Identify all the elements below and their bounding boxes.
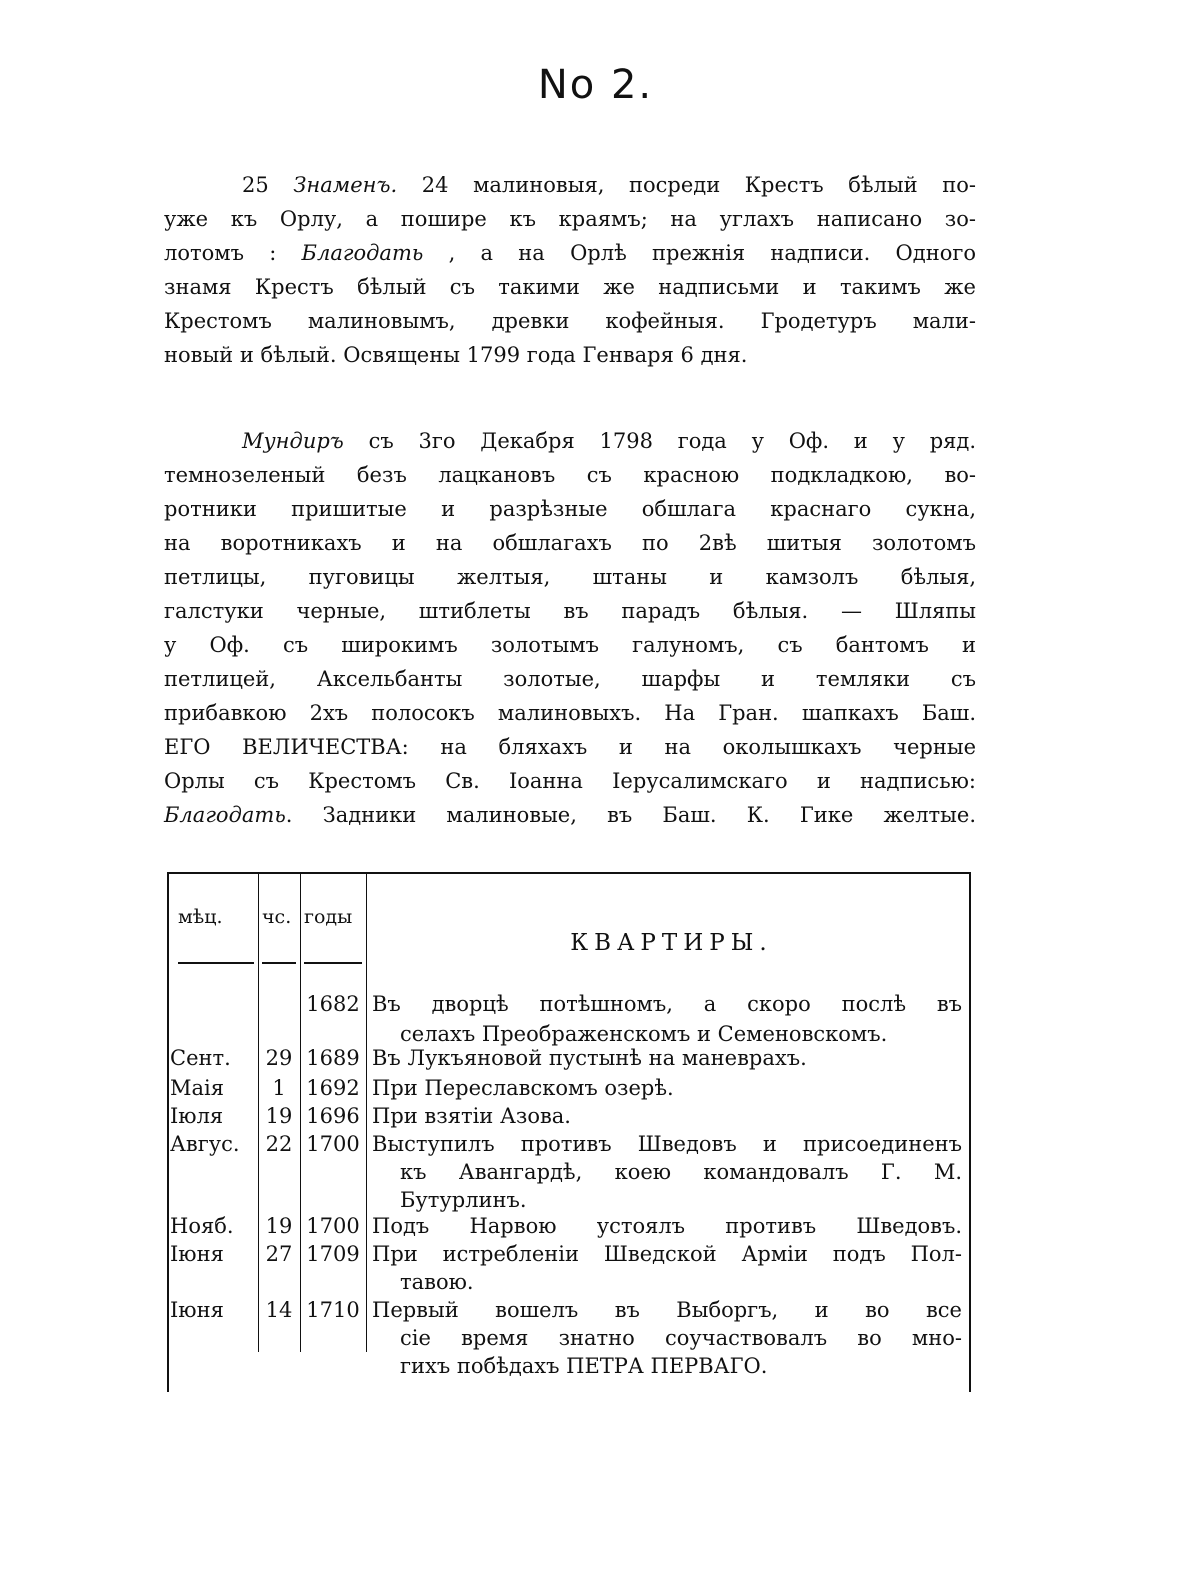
- table-row: 1682 Въ дворцѣ потѣшномъ, а скоро послѣ въ: [306, 992, 962, 1016]
- table-row: Сент. 29 1689 Въ Лукъяновой пустынѣ на маневрахъ.: [170, 1046, 807, 1070]
- header-month: мѣц.: [178, 906, 223, 928]
- table-row: Іюня 14 1710 Первый вошелъ въ Выборгъ, и во все: [170, 1298, 962, 1322]
- table-row: къ Авангардѣ, коею командовалъ Г. М.: [400, 1160, 962, 1184]
- text-line: Мундиръ съ 3го Декабря 1798 года у Оф. и у ряд.: [242, 429, 976, 453]
- header-rule: [262, 962, 296, 964]
- table-row: Іюня 27 1709 При истребленіи Шведской Арміи подъ Пол-: [170, 1242, 962, 1266]
- table-row: Авгус. 22 1700 Выступилъ противъ Шведовъ и присоединенъ: [170, 1132, 962, 1156]
- table-row: сіе время знатно соучаствовалъ во мно-: [400, 1326, 962, 1350]
- text-line: прибавкою 2хъ полосокъ малиновыхъ. На Гран. шапкахъ Баш.: [164, 701, 976, 725]
- header-year: годы: [304, 906, 353, 928]
- text-line: галстуки черные, штиблеты въ парадъ бѣлыя. — Шляпы: [164, 599, 976, 623]
- table-title: КВАРТИРЫ.: [570, 930, 773, 956]
- text-line: новый и бѣлый. Освящены 1799 года Генваря 6 дня.: [164, 343, 748, 367]
- table-row: Нояб. 19 1700 Подъ Нарвою устоялъ противъ Шведовъ.: [170, 1214, 962, 1238]
- text-line: на воротникахъ и на обшлагахъ по 2вѣ шитыя золотомъ: [164, 531, 976, 555]
- table-row: Маія 1 1692 При Переславскомъ озерѣ.: [170, 1076, 674, 1100]
- text-line: ЕГО ВЕЛИЧЕСТВА: на бляхахъ и на околышкахъ черные: [164, 735, 976, 759]
- header-rule: [304, 962, 362, 964]
- header-rule: [178, 962, 254, 964]
- table-row: гихъ побѣдахъ ПЕТРА ПЕРВАГО.: [400, 1354, 768, 1378]
- text-line: петлицы, пуговицы желтыя, штаны и камзолъ бѣлыя,: [164, 565, 976, 589]
- text-line: 25 Знаменъ. 24 малиновыя, посреди Крестъ бѣлый по-: [242, 173, 976, 197]
- text-line: темнозеленый безъ лацкановъ съ красною подкладкою, во-: [164, 463, 976, 487]
- header-day: чс.: [262, 906, 292, 928]
- table-row: селахъ Преображенскомъ и Семеновскомъ.: [400, 1022, 888, 1046]
- text-line: Благодать. Задники малиновые, въ Баш. К. Гике желтые.: [164, 803, 976, 827]
- text-line: ротники пришитые и разрѣзные обшлага краснаго сукна,: [164, 497, 976, 521]
- table-row: тавою.: [400, 1270, 474, 1294]
- text-line: лотомъ : Благодать , а на Орлѣ прежнія надписи. Одного: [164, 241, 976, 265]
- page-number: No 2.: [537, 62, 654, 108]
- text-line: знамя Крестъ бѣлый съ такими же надписьми и такимъ же: [164, 275, 976, 299]
- text-line: петлицей, Аксельбанты золотые, шарфы и темляки съ: [164, 667, 976, 691]
- paragraph-banners: [164, 168, 976, 372]
- text-line: Орлы съ Крестомъ Св. Іоанна Іерусалимскаго и надписью:: [164, 769, 976, 793]
- text-line: уже къ Орлу, а пошире къ краямъ; на углахъ написано зо-: [164, 207, 976, 231]
- text-line: у Оф. съ широкимъ золотымъ галуномъ, съ бантомъ и: [164, 633, 976, 657]
- text-line: Крестомъ малиновымъ, древки кофейныя. Гродетуръ мали-: [164, 309, 976, 333]
- paragraph-uniform: [164, 424, 976, 832]
- table-row: Іюля 19 1696 При взятіи Азова.: [170, 1104, 571, 1128]
- table-row: Бутурлинъ.: [400, 1188, 527, 1212]
